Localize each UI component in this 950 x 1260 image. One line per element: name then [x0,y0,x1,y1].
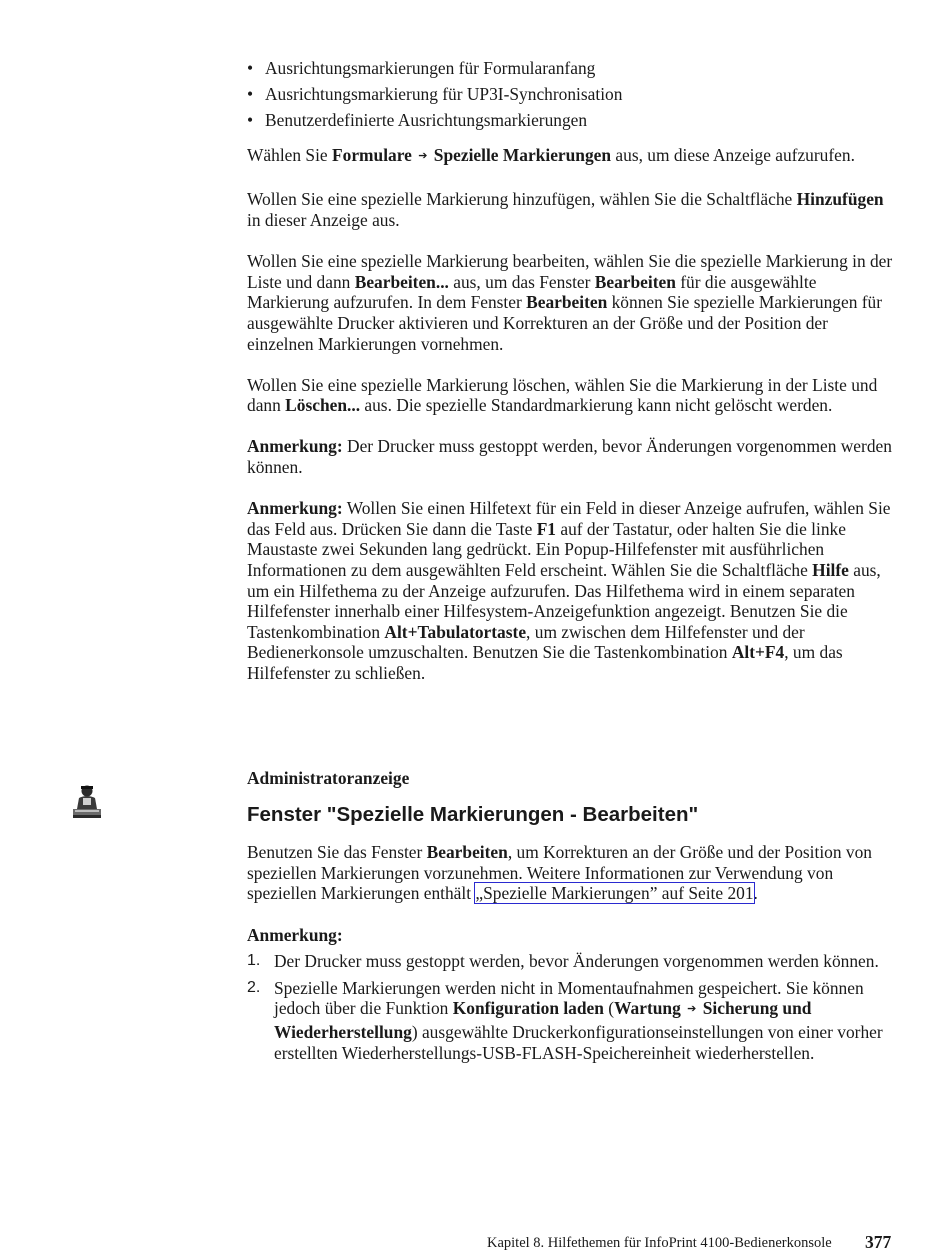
section-subheading: Administratoranzeige [247,767,410,788]
note-label: Anmerkung: [247,436,343,457]
administrator-icon [72,783,102,819]
list-number: 2. [247,978,261,996]
paragraph-open-display: Wählen Sie Formulare ➔ Spezielle Markierungen aus, um diese Anzeige aufzurufen. [247,145,855,166]
section-title: Fenster "Spezielle Markierungen - Bearbeiten" [247,803,699,827]
button-ref-bearbeiten: Bearbeiten... [354,271,449,292]
page-content [247,58,897,1069]
notes-list [247,951,897,1063]
window-ref-bearbeiten-3: Bearbeiten [426,842,508,863]
page-number: 377 [865,1232,892,1252]
paragraph-add: Wollen Sie eine spezielle Markierung hinzufügen, wählen Sie die Schaltfläche Hinzufügen in dieser Anzeige aus. [247,189,884,230]
note-help: Anmerkung: Wollen Sie einen Hilfetext für ein Feld in dieser Anzeige aufrufen, wählen Sie das Feld aus. Drücken Sie dann die Taste F1 auf der Tastatur, oder halten Sie die linke Maustaste zwei Sekunden lang gedrückt. Ein Popup-Hilfefenster mit ausführlichen Informationen zu dem ausgewählten Feld erscheint. Wählen Sie die Schaltfläche Hilfe aus, um ein Hilfethema zu der Anzeige aufzurufen. Das Hilfethema wird in einem separaten Hilfefenster innerhalb einer Hilfesystem-Anzeigefunktion angezeigt. Benutzen Sie die Tastenkombination Alt+Tabulatortaste, um zwischen dem Hilfefenster und der Bedienerkonsole umzuschalten. Benutzen Sie die Tastenkombination Alt+F4, um das Hilfefenster zu schließen. [247,498,891,683]
bullet-list [247,58,897,130]
button-ref-hinzufuegen: Hinzufügen [796,189,884,210]
key-alt-f4: Alt+F4 [731,642,785,663]
window-ref-bearbeiten-2: Bearbeiten [526,292,608,313]
button-ref-hilfe: Hilfe [812,560,849,581]
cross-reference-link[interactable]: „Spezielle Markierungen” auf Seite 201 [475,883,754,904]
list-item: • Ausrichtungsmarkierungen für Formularanfang [247,58,897,79]
menu-wartung: Wartung [614,998,681,1019]
arrow-icon: ➔ [687,1003,697,1016]
key-f1: F1 [536,518,557,539]
list-item: • Benutzerdefinierte Ausrichtungsmarkierungen [247,110,897,131]
paragraph-delete: Wollen Sie eine spezielle Markierung löschen, wählen Sie die Markierung in der Liste und dann Löschen... aus. Die spezielle Standardmarkierung kann nicht gelöscht werden. [247,374,878,416]
section-intro: Benutzen Sie das Fenster Bearbeiten, um Korrekturen an der Größe und der Position von speziellen Markierungen vorzunehmen. Weitere Informationen zur Verwendung von speziellen Markierungen enthält „Spezielle Markierungen” auf Seite 201. [247,842,872,904]
window-ref-bearbeiten: Bearbeiten [594,271,676,292]
list-item: 1. Der Drucker muss gestoppt werden, bevor Änderungen vorgenommen werden können. [247,951,879,972]
footer-chapter: Kapitel 8. Hilfethemen für InfoPrint 4100-Bedienerkonsole [487,1235,832,1251]
menu-sicherung: Sicherung und Wiederherstellung [274,998,812,1042]
button-ref-loeschen: Löschen... [285,395,361,416]
list-item: • Ausrichtungsmarkierung für UP3I-Synchronisation [247,84,897,105]
arrow-icon: ➔ [418,150,428,163]
paragraph-edit: Wollen Sie eine spezielle Markierung bearbeiten, wählen Sie die spezielle Markierung in der Liste und dann Bearbeiten... aus, um das Fenster Bearbeiten für die ausgewählte Markierung aufzurufen. In dem Fenster Bearbeiten können Sie spezielle Markierungen für ausgewählte Drucker aktivieren und Korrekturen an der Größe und der Position der einzelnen Markierungen vornehmen. [247,251,893,354]
note-printer-stopped: Anmerkung: Der Drucker muss gestoppt werden, bevor Änderungen vorgenommen werden können. [247,436,892,478]
page-footer [487,1232,897,1252]
list-item: 2. Spezielle Markierungen werden nicht in Momentaufnahmen gespeichert. Sie können jedoch über die Funktion Konfiguration laden (Wartung ➔ Sicherung und Wiederherstellung) ausgewählte Druckerkonfigurationseinstellungen von einer vorher erstellten Wiederherstellungs-USB-FLASH-Speichereinheit wiederherstellen. [247,977,883,1063]
note-label: Anmerkung: [247,924,343,945]
notes-heading [247,925,897,946]
function-ref-konfiguration-laden: Konfiguration laden [452,998,604,1019]
key-alt-tab: Alt+Tabulatortaste [384,621,527,642]
menu-formulare: Formulare [332,145,412,166]
list-number: 1. [247,952,261,970]
note-label: Anmerkung: [247,498,343,519]
menu-spezielle-markierungen: Spezielle Markierungen [433,145,612,166]
